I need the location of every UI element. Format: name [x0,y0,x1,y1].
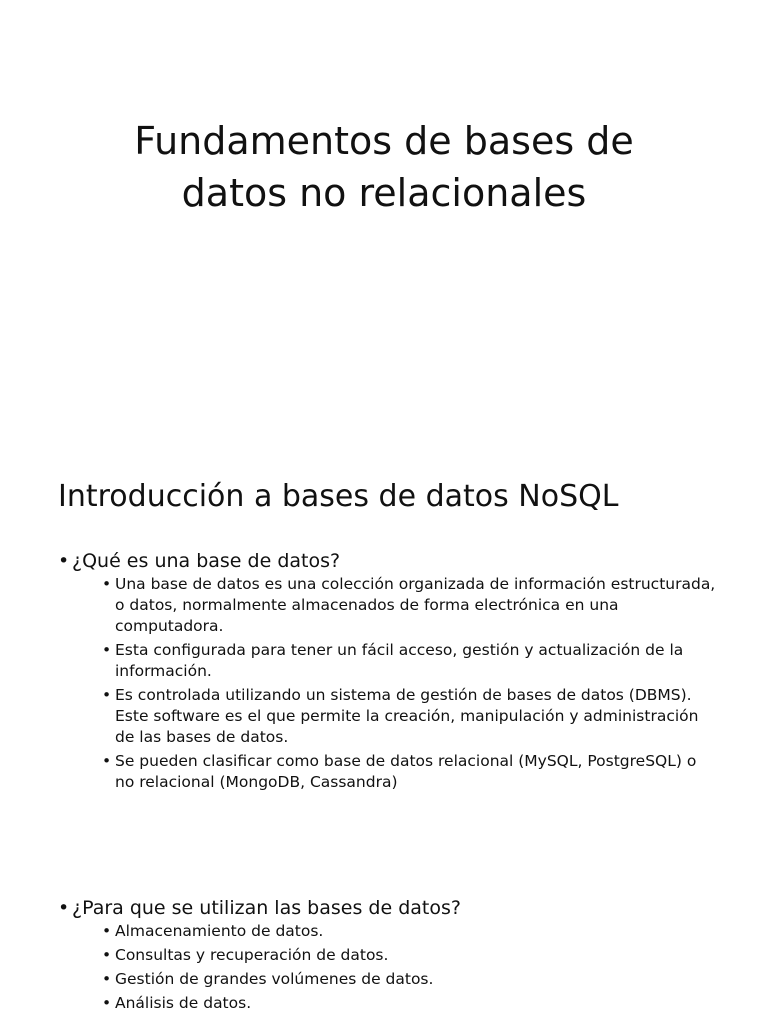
slide-title-line-1: Fundamentos de bases de [134,119,634,163]
bullet-list-what-for [58,895,718,1017]
sub-bullet-list [72,574,718,793]
slide-title [0,115,768,219]
bullet-question-text: ¿Para que se utilizan las bases de datos? [72,897,461,919]
sub-bullet-item: • Se pueden clasificar como base de datos relacional (MySQL, PostgreSQL) o no relacional (MongoDB, Cassandra) [102,751,718,793]
sub-bullet-item: • Es controlada utilizando un sistema de gestión de bases de datos (DBMS). Este software es el que permite la creación, manipulación y administración de las bases de datos. [102,685,718,748]
sub-bullet-item: • Almacenamiento de datos. [102,921,718,942]
sub-bullet-item: • Esta configurada para tener un fácil acceso, gestión y actualización de la información. [102,640,718,682]
slide-title-line-2: datos no relacionales [181,171,587,215]
bullet-question [58,548,718,793]
bullet-question [58,895,718,1014]
bullet-list-what-is [58,548,718,796]
sub-bullet-list [72,921,718,1014]
bullet-question-text: ¿Qué es una base de datos? [72,550,341,572]
section-heading: Introducción a bases de datos NoSQL [58,479,619,514]
sub-bullet-item: • Una base de datos es una colección organizada de información estructurada, o datos, normalmente almacenados de forma electrónica en una computadora. [102,574,718,637]
sub-bullet-item: • Consultas y recuperación de datos. [102,945,718,966]
sub-bullet-item: • Gestión de grandes volúmenes de datos. [102,969,718,990]
sub-bullet-item: • Análisis de datos. [102,993,718,1014]
